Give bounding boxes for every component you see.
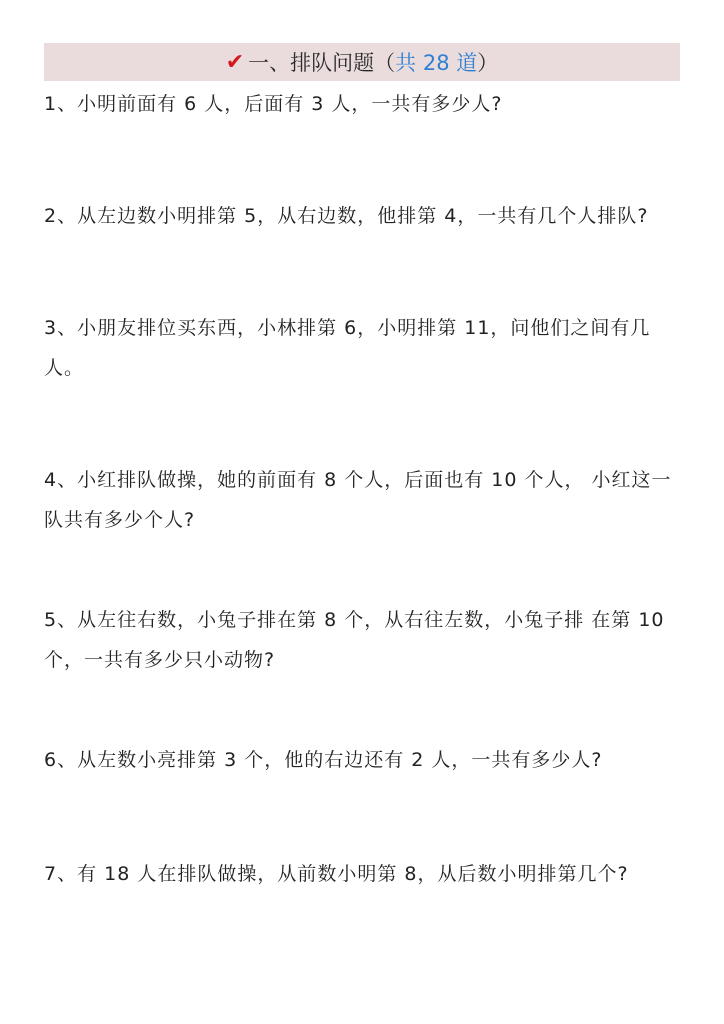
question-3: 3、小朋友排位买东西，小林排第 6，小明排第 11，问他们之间有几人。 — [44, 317, 651, 379]
paren-open: （ — [374, 51, 396, 75]
question-1: 1、小明前面有 6 人，后面有 3 人，一共有多少人? — [44, 93, 503, 115]
question-6: 6、从左数小亮排第 3 个，他的右边还有 2 人，一共有多少人? — [44, 749, 603, 771]
paren-close: ） — [477, 51, 499, 75]
checkmark-icon: ✔ — [225, 49, 245, 75]
question-4: 4、小红排队做操，她的前面有 8 个人，后面也有 10 个人， 小红这一队共有多少个人? — [44, 469, 672, 531]
section-header — [44, 43, 680, 81]
section-title: 一、排队问题 — [248, 51, 375, 75]
question-count: 共 28 道 — [395, 51, 478, 75]
question-5: 5、从左往右数，小兔子排在第 8 个，从右往左数，小兔子排 在第 10 个，一共有多少只小动物? — [44, 609, 665, 671]
question-2: 2、从左边数小明排第 5，从右边数，他排第 4，一共有几个人排队? — [44, 205, 649, 227]
question-7: 7、有 18 人在排队做操，从前数小明第 8，从后数小明排第几个? — [44, 863, 629, 885]
